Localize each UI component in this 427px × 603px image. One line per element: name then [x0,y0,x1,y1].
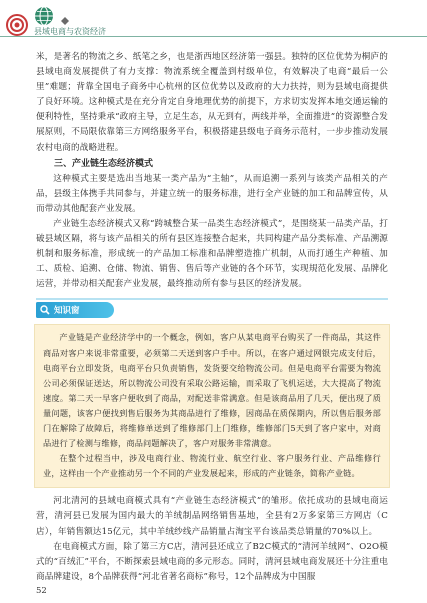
paragraph-intro: 米，是著名的物流之乡、纸笔之乡，也是浙西地区经济第一强县。独特的区位优势为桐庐的县域电商发展提供了有力支撑：物流系统全覆盖到村级单位，有效解决了电商“最后一公里”难题；背靠全国电子商务中心杭州的区位优势以及政府的大力扶持，则为县域电商提供了良好环境。这种模式是在充分肯定自身地理优势的前提下，方求切实发挥本地交通运输的便利特性，坚持秉承“政府主导，立足生态，从无到有，两线并举，全面推进”的资源整合发展原则，不局限依靠第三方网络服务平台，积极搭建县级电子商务示范村，一步步推动发展农村电商的战略进程。 [36,52,388,153]
knowledge-paragraph-1: 产业链是产业经济学中的一个概念，例如，客户从某电商平台购买了一件商品，其这件商品对客户来说非常重要，必须第二天送到客户手中。所以，在客户通过网银完成支付后，电商平台立即发货，电商平台只负责销售，发货要交给物流公司。但是电商平台需要为物流公司必须保证送达，所以物流公司没有采取公路运输，而采取了飞机运送，大大提高了物流速度。第二天一早客户便收到了商品，对配送非常满意。但是该商品用了几天，便出现了质量问题，该客户便找到售后服务为其商品进行了维修，因商品在质保期内，所以售后服务部门在解除了故障后，将维修单送到了维修部门上门维修，维修部门5天到了客户家中，对商品进行了检测与维修，商品问题解决了，客户对服务非常满意。 [43,332,381,449]
magnifier-icon [40,305,50,315]
knowledge-paragraph-2: 在整个过程当中，涉及电商行业、物流行业、航空行业、客户服务行业、产品维修行业，这样由一个产业推动另一个不同的产业发展起来，形成的产业链条，简称产业链。 [43,453,381,479]
knowledge-window-badge [36,302,114,318]
paragraph-4: 河北清河的县域电商模式具有“产业链生态经济模式”的雏形。依托成功的县域电商运营，清河县已发展为国内最大的羊绒制品网络销售基地，全县有2万多家第三方网店（C店），年销售额达15亿元，其中羊绒纱线产品销量占淘宝平台该品类总销量的70%以上。 [36,496,388,537]
knowledge-window-header [36,298,388,320]
running-title: 县域电商与农资经济 [34,27,106,36]
paragraph-3: 产业链生态经济模式又称“跨城整合某一品类生态经济模式”，是围绕某一品类产品，打破县域区隔，将与该产品相关的所有县区连接整合起来，共同构建产品分类标准、产品溯源机制和服务标准，形成统一的产品加工标准和品牌塑造推广机制，从而打通生产种植、加工、质检、追溯、仓储、物流、销售、售后等产业链的各个环节，实现規范化发展、品牌化运营，并带动相关配套产业发展，最终推动所有参与县区的经济发展。 [36,218,388,290]
paragraph-2: 这种模式主要是选出当地某一类产品为“主轴”，从而追溯一系列与该类产品相关的产品，县级主体携手共同参与，并建立统一的服务标准，进行全产业链的加工和品牌宣传，从而带动其他配套产业发展。 [36,173,388,214]
globe-logo-icon [34,6,54,26]
knowledge-window-label: 知识窗 [54,306,80,317]
header-divider [0,36,427,37]
page-content [36,50,388,585]
section-heading: 三、产业链生态经济模式 [54,158,154,169]
page-number: 52 [36,586,47,596]
page-header [0,0,427,46]
target-logo-icon [6,14,28,36]
knowledge-window-box [34,324,390,488]
diamond-icon [60,16,70,26]
paragraph-5: 在电商模式方面，除了第三方C店，清河县还成立了B2C模式的“清河羊绒网”、O2O模式的“百绒汇”平台，不断探索县域电商的多元形态。同时，清河县域电商发展还十分注重电商品牌建设，8个品牌获得“河北省著名商标”称号，12个品牌成为中国服 [36,541,388,582]
